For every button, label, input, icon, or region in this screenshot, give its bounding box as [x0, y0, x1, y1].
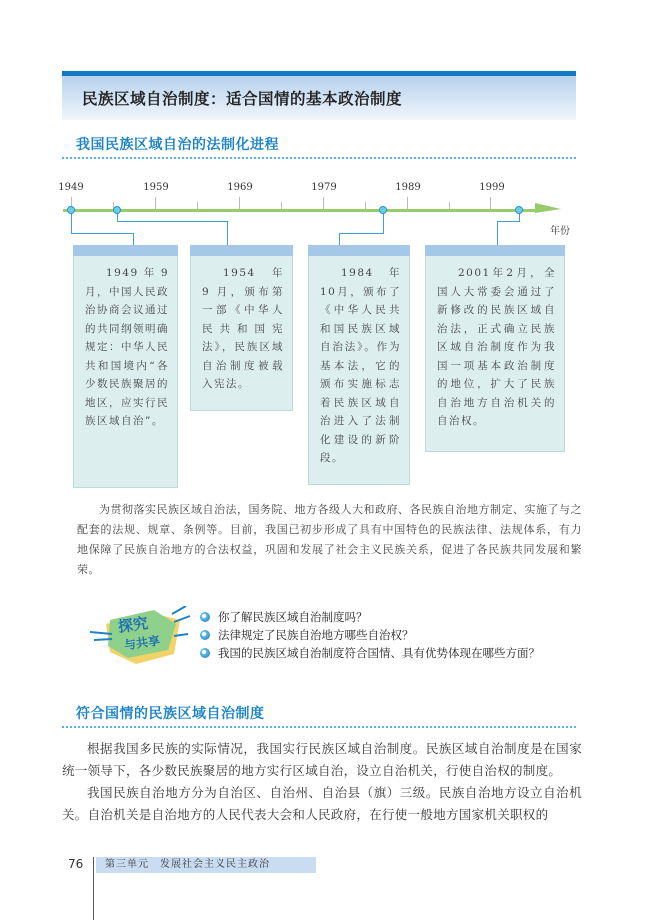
event-box-1954 — [190, 245, 293, 411]
explore-share-badge — [88, 606, 192, 666]
body-paragraph: 根据我国多民族的实际情况，我国实行民族区域自治制度。民族区域自治制度是在国家统一领导下，各少数民族聚居的地方实行区域自治，设立自治机关，行使自治权的制度。 — [62, 741, 582, 778]
bullet-icon — [200, 612, 210, 622]
event-text: 1949 年 9 月，中国人民政治协商会议通过的共同纲领明确规定：中华人民共和国境内“各少数民族聚居的地区，应实行民族区域自治”。 — [85, 267, 169, 427]
body-paragraph: 我国民族自治地方分为自治区、自治州、自治县（旗）三级。民族自治地方设立自治机关。自治机关是自治地方的人民代表大会和人民政府，在行使一般地方国家机关职权的 — [62, 785, 582, 822]
timeline-marker-1954 — [113, 206, 121, 214]
connector — [133, 233, 134, 245]
event-box-2001 — [425, 245, 565, 452]
arrow-right-icon — [535, 203, 561, 213]
event-box-1984 — [308, 245, 410, 485]
connector — [339, 233, 340, 245]
year-label: 1989 — [395, 182, 421, 193]
connector — [383, 212, 384, 234]
year-label: 1979 — [311, 182, 337, 193]
year-label: 1999 — [479, 182, 505, 193]
event-box-cap — [308, 245, 410, 256]
dotted-divider — [62, 157, 576, 159]
section-heading-legal-process: 我国民族区域自治的法制化进程 — [76, 137, 279, 153]
explore-question — [200, 644, 540, 662]
explore-questions — [200, 608, 540, 662]
question-text: 你了解民族区域自治制度吗？ — [218, 610, 368, 624]
connector — [497, 221, 520, 222]
year-label: 1949 — [58, 182, 84, 193]
chapter-title: 民族区域自治制度：适合国情的基本政治制度 — [82, 89, 403, 108]
year-label: 1969 — [227, 182, 253, 193]
question-text: 法律规定了民族自治地方哪些自治权？ — [218, 628, 414, 642]
event-box-cap — [73, 245, 178, 256]
year-label: 1959 — [143, 182, 169, 193]
connector — [339, 233, 384, 234]
connector — [71, 212, 72, 234]
dotted-divider — [62, 726, 576, 728]
timeline-marker-1984 — [379, 206, 387, 214]
event-box-cap — [425, 245, 565, 256]
event-box-1949 — [73, 245, 178, 488]
event-box-cap — [190, 245, 293, 256]
footer-rule — [93, 857, 94, 920]
connector — [117, 221, 227, 222]
bullet-icon — [200, 630, 210, 640]
section2-body — [62, 738, 582, 826]
page-number: 76 — [68, 857, 84, 871]
badge-text-explore: 探究 — [116, 613, 150, 636]
body-paragraph: 为贯彻落实民族区域自治法，国务院、地方各级人大和政府、各民族自治地方制定、实施了与之配套的法规、规章、条例等。目前，我国已初步形成了具有中国特色的民族法律、法规体系，有力地保障了民族自治地方的合法权益，巩固和发展了社会主义民族关系，促进了各民族共同发展和繁荣。 — [77, 503, 582, 576]
question-text: 我国的民族区域自治制度符合国情、具有优势体现在哪些方面？ — [218, 646, 540, 660]
badge-text-share: 与共享 — [123, 633, 161, 653]
connector — [227, 221, 228, 245]
timeline-marker-2001 — [515, 206, 523, 214]
bullet-icon — [200, 648, 210, 658]
timeline-axis — [63, 209, 537, 212]
event-text: 1984 年 10月，颁布了《中华人民共和国民族区域自治法》。作为基本法，它的颁布实施标志着民族区域自治进入了法制化建设的新阶段。 — [320, 267, 401, 464]
explore-question — [200, 608, 540, 626]
connector — [497, 221, 498, 245]
connector — [71, 233, 133, 234]
event-text: 2001年2月，全国人大常委会通过了新修改的民族区域自治法，正式确立民族区域自治制度作为我国一项基本政治制度的地位，扩大了民族自治地方自治机关的自治权。 — [437, 267, 556, 427]
chapter-banner — [62, 71, 576, 120]
explore-question — [200, 626, 540, 644]
timeline-marker-1949 — [67, 206, 75, 214]
event-text: 1954 年 9 月，颁布第一部《中华人民共和国宪法》，民族区域自治制度被载入宪法。 — [202, 267, 284, 390]
section-heading-suitable-system: 符合国情的民族区域自治制度 — [76, 706, 265, 722]
axis-unit-label: 年份 — [550, 226, 570, 237]
footer-unit-title: 第三单元 发展社会主义民主政治 — [96, 857, 316, 873]
